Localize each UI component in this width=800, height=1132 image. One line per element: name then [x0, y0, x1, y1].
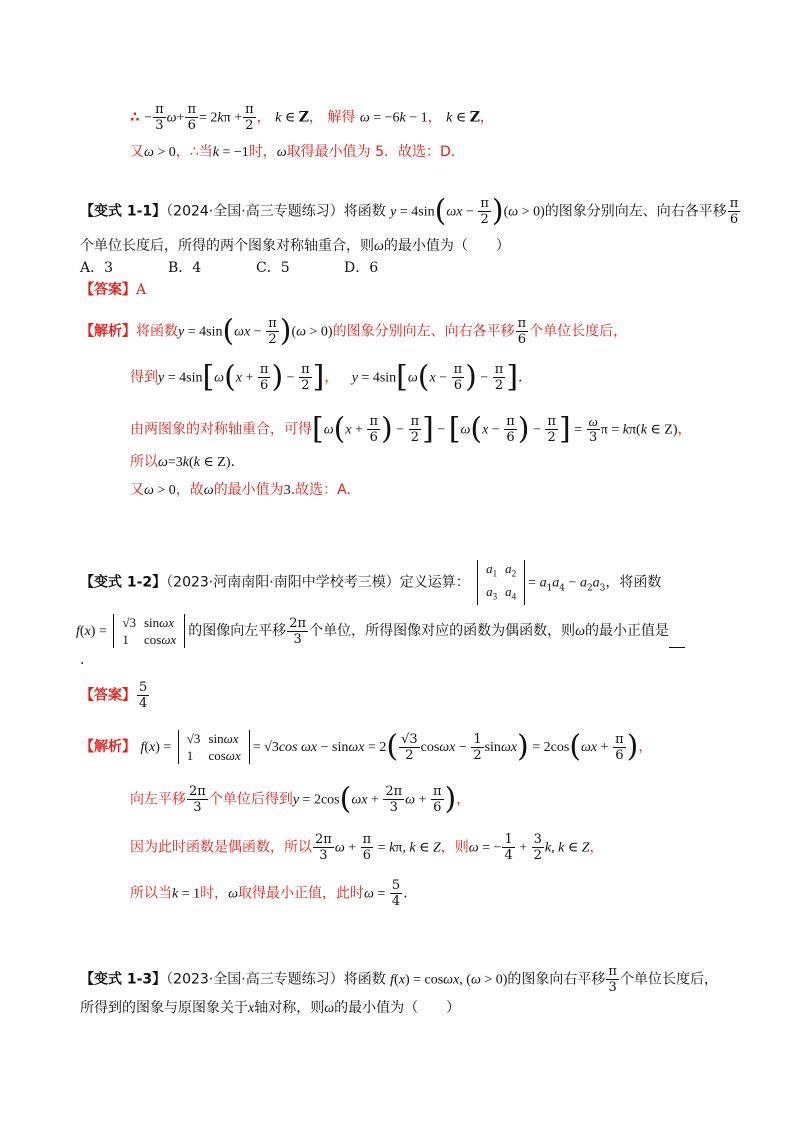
answer-blank: [669, 633, 685, 648]
variant-1-1-answer: 【答案】A: [80, 282, 147, 298]
variant-1-3-stem-line2: 所得到的图象与原图象关于x轴对称，则ω的最小值为（ ）: [80, 1000, 461, 1016]
variant-1-2-stem: 【变式 1-2】（2023·河南南阳·南阳中学校考三模）定义运算： $a_1$ $a_2$ $a_3$ $a_4$ = $a_1a_4 - a_2a_3$，将函数: [80, 560, 661, 605]
variant-1-2-stem-line2: f(x) = √3 sinωx 1 cosωx 的图像向左平移 $\frac{2\pi}{3}$ 个单位，所得图像对应的函数为偶函数，则ω的最小正值是: [76, 614, 685, 648]
variant-1-2-analysis-1: 【解析】 f(x) = √3 sinωx 1 cosωx = √3cos ωx − sinωx = 2( $\frac{√3}{2}$ cosωx − $\frac{1}{2}$ sinωx) = 2cos(ωx + $\frac{\pi}{6}$ )，: [80, 729, 653, 764]
variant-1-1-analysis-3: 由两图象的对称轴重合，可得[ω(x + $\frac{\pi}{6}$ ) − $\frac{\pi}{2}$ ] − [ω(x − $\frac{\pi}{6}$ ) − $\frac{\pi}{2}$ ] = $\frac{\omega}{3}$ π = kπ(k ∈ Z)，: [130, 411, 692, 447]
variant-1-1-analysis-1: 【解析】将函数y = 4sin(ωx − $\frac{\pi}{2}$ )(ω > 0)的图象分别向左、向右各平移 $\frac{\pi}{6}$ 个单位长度后，: [80, 313, 628, 349]
option-a: A．3: [80, 260, 114, 276]
option-c: C．5: [256, 260, 290, 276]
variant-1-1-analysis-4: 所以ω=3k(k ∈ Z).: [130, 454, 235, 470]
variant-1-2-answer: 【答案】 $\frac{5}{4}$: [80, 680, 148, 711]
variant-1-2-analysis-4: 所以当k = 1时，ω取得最小正值，此时ω = $\frac{5}{4}$ .: [130, 878, 408, 909]
solution-line-2: 又ω > 0，∴当k = −1时，ω取得最小值为 5．故选：D.: [130, 144, 456, 160]
variant-1-1-analysis-2: 得到y = 4sin[ω(x + $\frac{\pi}{6}$ ) − $\frac{\pi}{2}$ ]， y = 4sin[ω(x − $\frac{\pi}{6}$ ) − $\frac{\pi}{2}$ ].: [130, 359, 523, 395]
variant-1-2-analysis-3: 因为此时函数是偶函数，所以 $\frac{2\pi}{3}$ ω + $\frac{\pi}{6}$ = kπ, k ∈ Z，则ω = − $\frac{1}{4}$ + $\frac{3}{2}$ k, k ∈ Z，: [130, 832, 604, 863]
variant-1-3-stem: 【变式 1-3】（2023·全国·高三专题练习）将函数 f(x) = cosωx, (ω > 0)的图象向右平移 $\frac{\pi}{3}$ 个单位长度后，: [80, 964, 718, 995]
option-b: B．4: [168, 260, 202, 276]
solution-line-1: ∴ − $\frac{\pi}{3}$ ω+ $\frac{\pi}{6}$ = 2kπ + $\frac{\pi}{2}$ ， k ∈ Z， 解得 ω = −6k − 1， k ∈ Z，: [130, 102, 494, 133]
option-d: D．6: [344, 260, 379, 276]
variant-1-1-stem-line2: 个单位长度后，所得的两个图象对称轴重合，则ω的最小值为（ ）: [80, 238, 510, 254]
variant-1-1-stem: 【变式 1-1】（2024·全国·高三专题练习）将函数 y = 4sin(ωx − $\frac{\pi}{2}$ )(ω > 0)的图象分别向左、向右各平移 $\frac{\pi}{6}$: [80, 193, 739, 229]
variant-1-2-dot: .: [80, 652, 85, 668]
variant-1-1-analysis-5: 又ω > 0，故ω的最小值为3.故选：A.: [130, 482, 351, 498]
variant-1-2-analysis-2: 向左平移 $\frac{2\pi}{3}$ 个单位后得到y = 2cos(ωx + $\frac{2\pi}{3}$ ω + $\frac{\pi}{6}$ )，: [130, 781, 471, 817]
